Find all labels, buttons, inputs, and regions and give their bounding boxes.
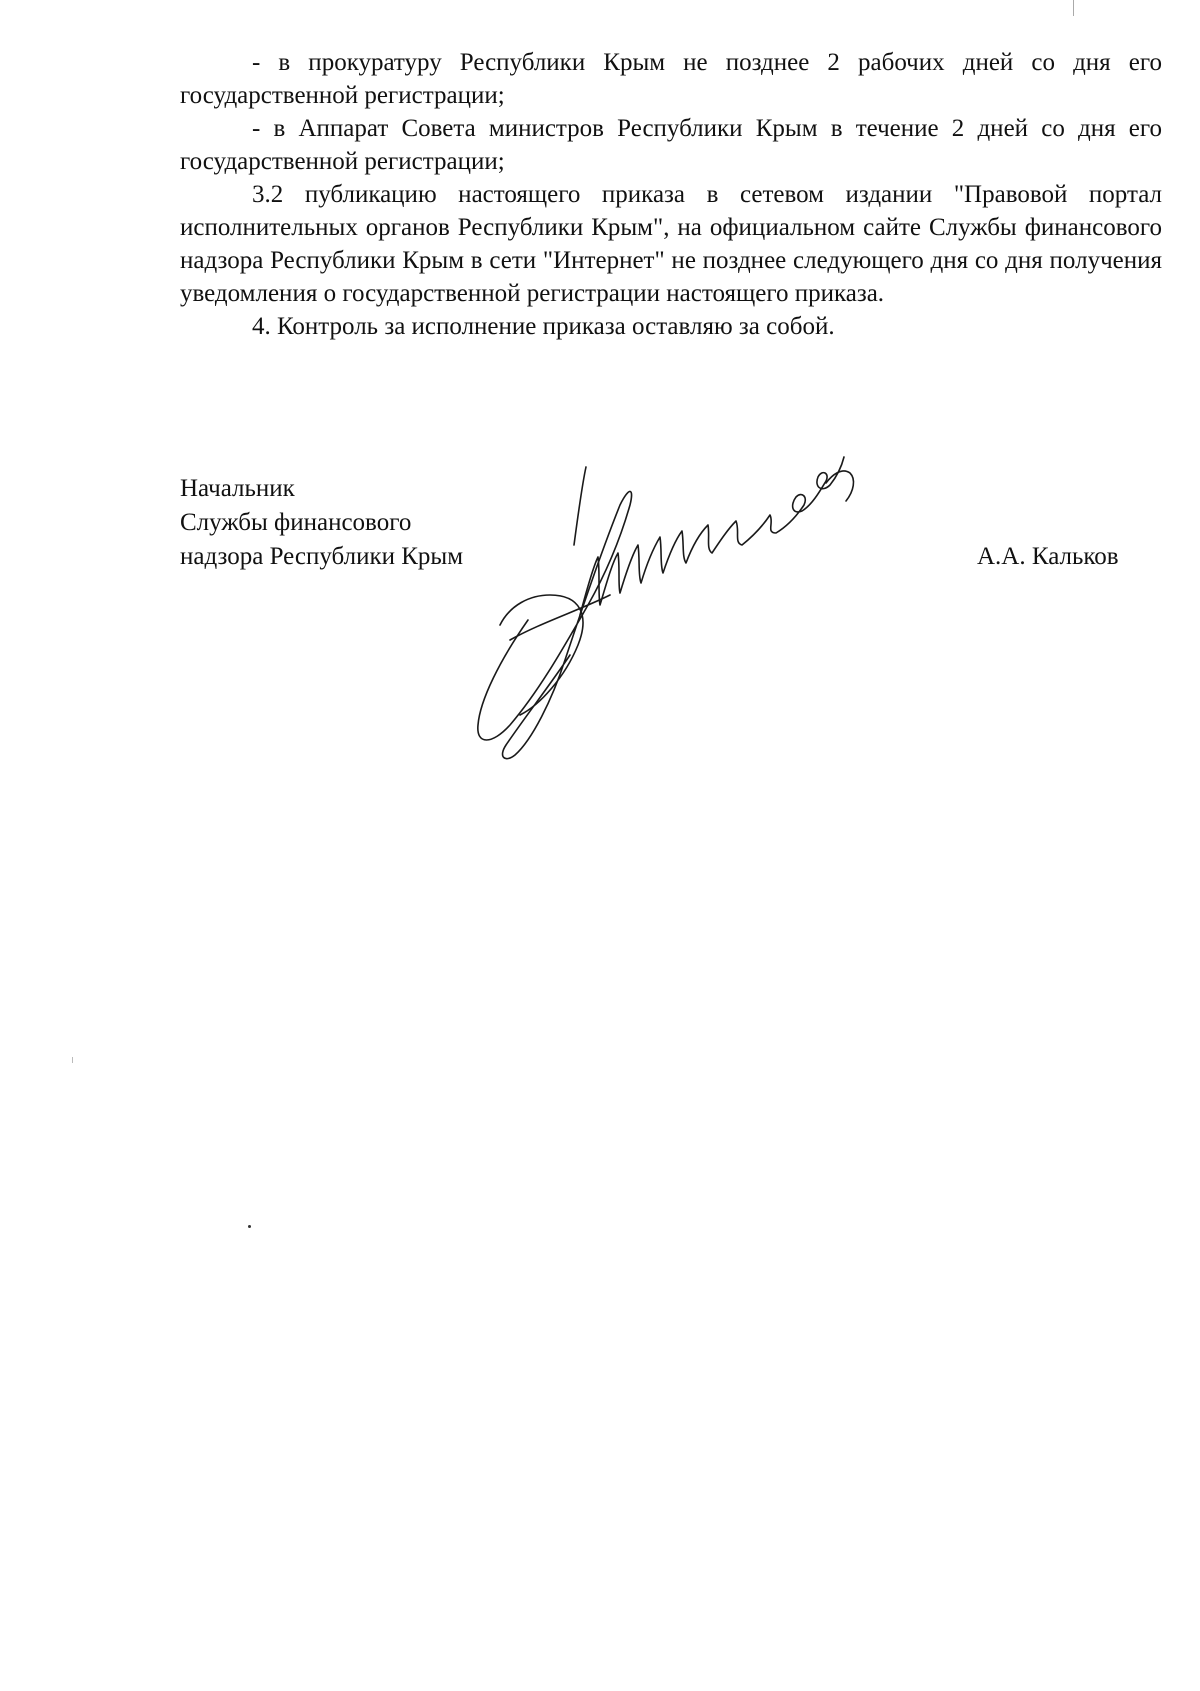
- document-body: [180, 46, 1162, 343]
- handwritten-signature: [470, 445, 890, 765]
- scan-mark: [1073, 0, 1074, 16]
- paragraph-control: 4. Контроль за исполнение приказа оставляю за собой.: [252, 313, 835, 340]
- position-line-region: надзора Республики Крым: [180, 543, 464, 570]
- paragraph-prosecutor: - в прокуратуру Республики Крым не позднее 2 рабочих дней со дня его государственной регистрации;: [180, 49, 1162, 109]
- scan-mark: [72, 1057, 73, 1063]
- signatory-position: [180, 472, 463, 574]
- position-line-title: Начальник: [180, 475, 295, 502]
- paragraph-council-apparatus: - в Аппарат Совета министров Республики Крым в течение 2 дней со дня его государственной регистрации;: [180, 115, 1162, 175]
- position-line-service: Службы финансового: [180, 509, 412, 536]
- scan-dot: [248, 1225, 251, 1228]
- signatory-name: А.А. Кальков: [977, 543, 1119, 570]
- paragraph-publication: 3.2 публикацию настоящего приказа в сетевом издании "Правовой портал исполнительных органов Республики Крым", на официальном сайте Службы финансового надзора Республики Крым в сети "Интернет" не позднее следующего дня со дня получения уведомления о государственной регистрации настоящего приказа.: [180, 181, 1162, 307]
